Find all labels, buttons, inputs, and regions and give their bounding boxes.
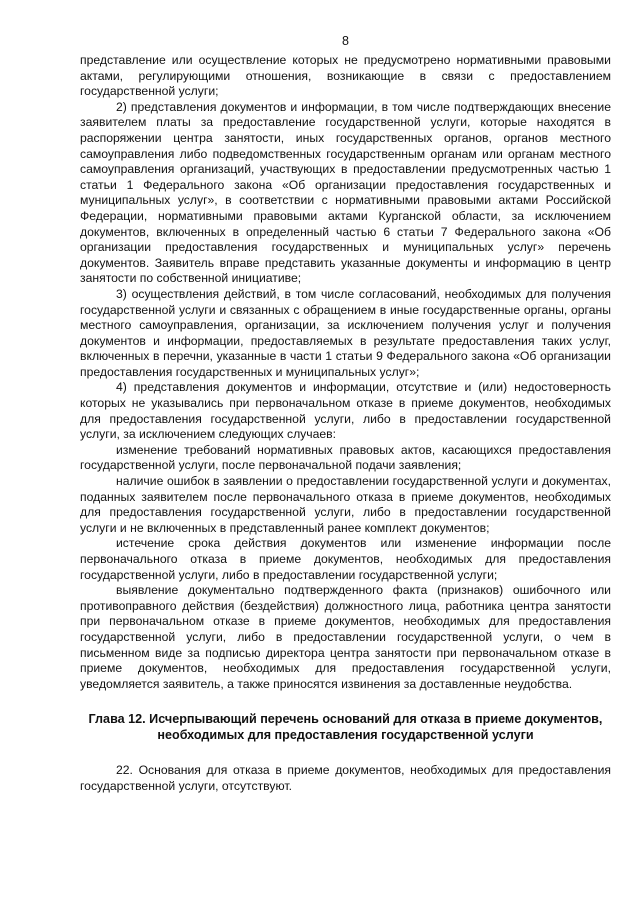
paragraph-case-requirements-change: изменение требований нормативных правовых актов, касающихся предоставления государственной услуги, после первоначальной подачи заявления; xyxy=(80,442,611,473)
paragraph-item-3: 3) осуществления действий, в том числе согласований, необходимых для получения государственной услуги и связанных с обращением в иные государственные органы, органы местного самоуправления, организации, за исключением получения услуг и получения документов и информации, предоставляемых в результате предоставления таких услуг, включенных в перечни, указанные в части 1 статьи 9 Федерального закона «Об организации предоставления государственных и муниципальных услуг»; xyxy=(80,286,611,379)
paragraph-case-errors: наличие ошибок в заявлении о предоставлении государственной услуги и документах, поданных заявителем после первоначального отказа в приеме документов, необходимых для предоставления государственной услуги, либо в предоставлении государственной услуги и не включенных в представленный ранее комплект документов; xyxy=(80,474,611,535)
paragraph-item-4: 4) представления документов и информации, отсутствие и (или) недостоверность которых не указывались при первоначальном отказе в приеме документов, необходимых для предоставления государственной услуги, либо в предоставлении государственной услуги, за исключением следующих случаев: xyxy=(80,380,611,442)
paragraph-case-official-error: выявление документально подтвержденного факта (признаков) ошибочного или противоправного действия (бездействия) должностного лица, работника центра занятости при первоначальном отказе в приеме документов, необходимых для предоставления государственной услуги, либо в предоставлении государственной услуги, о чем в письменном виде за подписью директора центра занятости при первоначальном отказе в приеме документов, необходимых для предоставления государственной услуги, уведомляется заявитель, а также приносятся извинения за доставленные неудобства. xyxy=(80,583,611,691)
paragraph-22: 22. Основания для отказа в приеме документов, необходимых для предоставления государственной услуги, отсутствуют. xyxy=(80,763,611,793)
paragraph-continuation: представление или осуществление которых не предусмотрено нормативными правовыми актами, регулирующими отношения, возникающие в связи с предоставлением государственной услуги; xyxy=(80,53,611,99)
chapter-heading: Глава 12. Исчерпывающий перечень оснований для отказа в приеме документов, необходимых для предоставления государственной услуги xyxy=(88,712,603,743)
page-number: 8 xyxy=(342,34,349,48)
document-page xyxy=(80,34,611,795)
paragraph-case-expiry: истечение срока действия документов или изменение информации после первоначального отказа в приеме документов, необходимых для предоставления государственной услуги, либо в предоставлении государственной услуги; xyxy=(80,536,611,582)
paragraph-item-2: 2) представления документов и информации, в том числе подтверждающих внесение заявителем платы за предоставление государственной услуги, которые находятся в распоряжении центра занятости, иных государственных органов, органов местного самоуправления либо подведомственных государственным органам или органам местного самоуправления организаций, участвующих в предоставлении предусмотренных частью 1 статьи 1 Федерального закона «Об организации предоставления государственных и муниципальных услуг», в соответствии с нормативными правовыми актами Российской Федерации, нормативными правовыми актами Курганской области, за исключением документов, включенных в определенный частью 6 статьи 7 Федерального закона «Об организации предоставления государственных и муниципальных услуг» перечень документов. Заявитель вправе представить указанные документы и информацию в центр занятости по собственной инициативе; xyxy=(80,99,611,286)
